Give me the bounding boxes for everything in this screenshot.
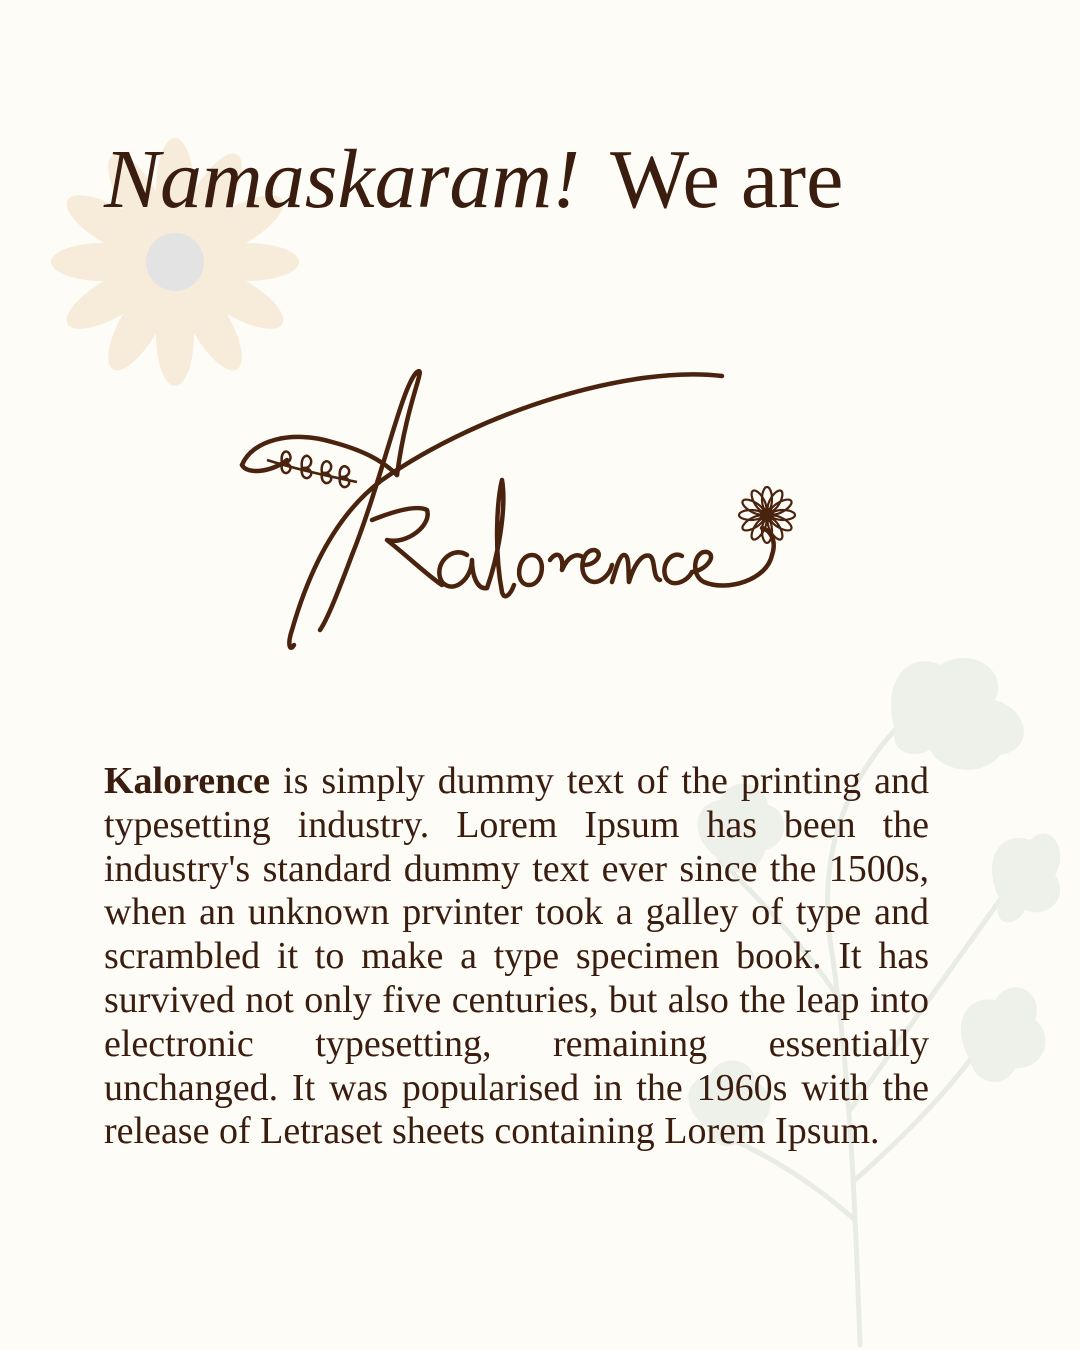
about-paragraph xyxy=(104,760,929,1154)
brand-name: Kalorence xyxy=(104,760,271,802)
flower-icon xyxy=(739,487,795,543)
page-title xyxy=(104,133,984,226)
about-text: is simply dummy text of the printing and typesetting industry. Lorem Ipsum has been the industry's standard dummy text ever since the 1500s, when an unknown prvinter took a galley of type and scrambled it to make a type specimen book. It has survived not only five centuries, but also the leap into electronic typesetting, remaining essentially unchanged. It was popularised in the 1960s with the release of Letraset sheets containing Lorem Ipsum. xyxy=(104,760,929,1153)
kalorence-logo xyxy=(232,360,802,670)
greeting-text: Namaskaram! xyxy=(104,133,580,226)
laurel-sprig-icon xyxy=(267,452,357,488)
heading-rest-text: We are xyxy=(610,133,844,226)
